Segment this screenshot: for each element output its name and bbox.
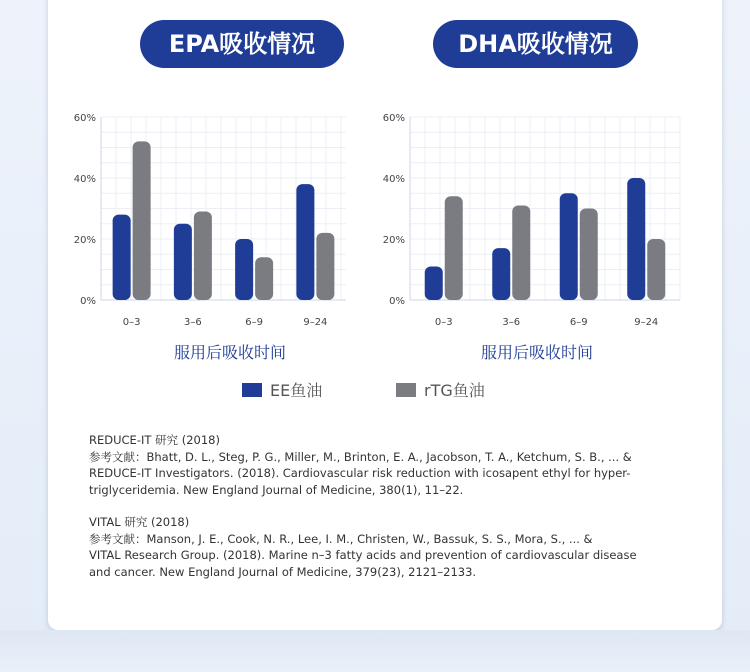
reference-line: triglyceridemia. New England Journal of Medicine, 380(1), 11–22. bbox=[89, 482, 464, 497]
epa-y-tick-label: 40% bbox=[73, 174, 96, 185]
epa-bar-ee bbox=[296, 184, 314, 300]
dha-bar-rtg bbox=[445, 196, 463, 300]
dha-bar-rtg bbox=[647, 239, 665, 300]
epa-bar-ee bbox=[235, 239, 253, 300]
dha-y-tick-label: 40% bbox=[382, 174, 405, 185]
epa-x-axis-title: 服用后吸收时间 bbox=[173, 343, 286, 362]
epa-chart-title: EPA吸收情况 bbox=[140, 20, 344, 68]
dha-y-tick-label: 20% bbox=[382, 235, 405, 246]
dha-bar-ee bbox=[627, 178, 645, 300]
dha-y-tick-label: 0% bbox=[389, 296, 405, 307]
reference-line: 参考文献：Bhatt, D. L., Steg, P. G., Miller, M., Brinton, E. A., Jacobson, T. A., Ketchum, S. B., ... & bbox=[89, 449, 632, 464]
legend-swatch-ee bbox=[242, 383, 262, 397]
dha-bar-rtg bbox=[512, 205, 530, 300]
dha-bar-ee bbox=[492, 248, 510, 300]
dha-bar-ee bbox=[425, 266, 443, 300]
epa-y-tick-label: 0% bbox=[80, 296, 96, 307]
legend-label-ee: EE鱼油 bbox=[270, 381, 323, 400]
epa-x-tick-label: 0–3 bbox=[122, 317, 141, 328]
bottom-frame bbox=[0, 630, 750, 672]
legend-item-ee bbox=[242, 378, 322, 401]
epa-y-tick-label: 20% bbox=[73, 235, 96, 246]
dha-bar-ee bbox=[560, 193, 578, 300]
dha-chart-title: DHA吸收情况 bbox=[433, 20, 638, 68]
dha-bar-rtg bbox=[580, 209, 598, 301]
references bbox=[89, 432, 689, 596]
dha-x-tick-label: 6–9 bbox=[569, 317, 588, 328]
reference-line: and cancer. New England Journal of Medicine, 379(23), 2121–2133. bbox=[89, 564, 477, 579]
epa-x-tick-label: 3–6 bbox=[184, 317, 202, 328]
epa-bar-rtg bbox=[316, 233, 334, 300]
epa-bar-rtg bbox=[255, 257, 273, 300]
dha-x-axis-title: 服用后吸收时间 bbox=[480, 343, 593, 362]
dha-x-tick-label: 0–3 bbox=[434, 317, 453, 328]
dha-x-tick-label: 3–6 bbox=[502, 317, 521, 328]
legend-label-rtg: rTG鱼油 bbox=[424, 381, 485, 400]
reference-reduce-it bbox=[89, 432, 689, 498]
epa-y-tick-label: 60% bbox=[73, 113, 96, 124]
epa-bar-rtg bbox=[194, 212, 212, 300]
reference-line: VITAL Research Group. (2018). Marine n–3 fatty acids and prevention of cardiovascular disease bbox=[89, 548, 637, 562]
epa-x-tick-label: 9–24 bbox=[303, 317, 328, 328]
reference-title: VITAL 研究 (2018) bbox=[89, 515, 190, 529]
epa-bar-ee bbox=[174, 224, 192, 300]
dha-x-tick-label: 9–24 bbox=[634, 317, 659, 328]
reference-title: REDUCE-IT 研究 (2018) bbox=[89, 433, 220, 447]
dha-y-tick-label: 60% bbox=[382, 113, 405, 124]
epa-x-tick-label: 6–9 bbox=[245, 317, 263, 328]
reference-vital bbox=[89, 514, 689, 580]
reference-line: REDUCE-IT Investigators. (2018). Cardiovascular risk reduction with icosapent ethyl for hyper- bbox=[89, 466, 631, 480]
legend-swatch-rtg bbox=[396, 383, 416, 397]
epa-bar-ee bbox=[113, 215, 131, 300]
epa-bar-rtg bbox=[133, 141, 151, 300]
epa-chart bbox=[60, 100, 350, 335]
legend-item-rtg bbox=[396, 378, 485, 401]
dha-chart bbox=[370, 100, 690, 335]
reference-line: 参考文献：Manson, J. E., Cook, N. R., Lee, I. M., Christen, W., Bassuk, S. S., Mora, S., ... & bbox=[89, 531, 593, 546]
